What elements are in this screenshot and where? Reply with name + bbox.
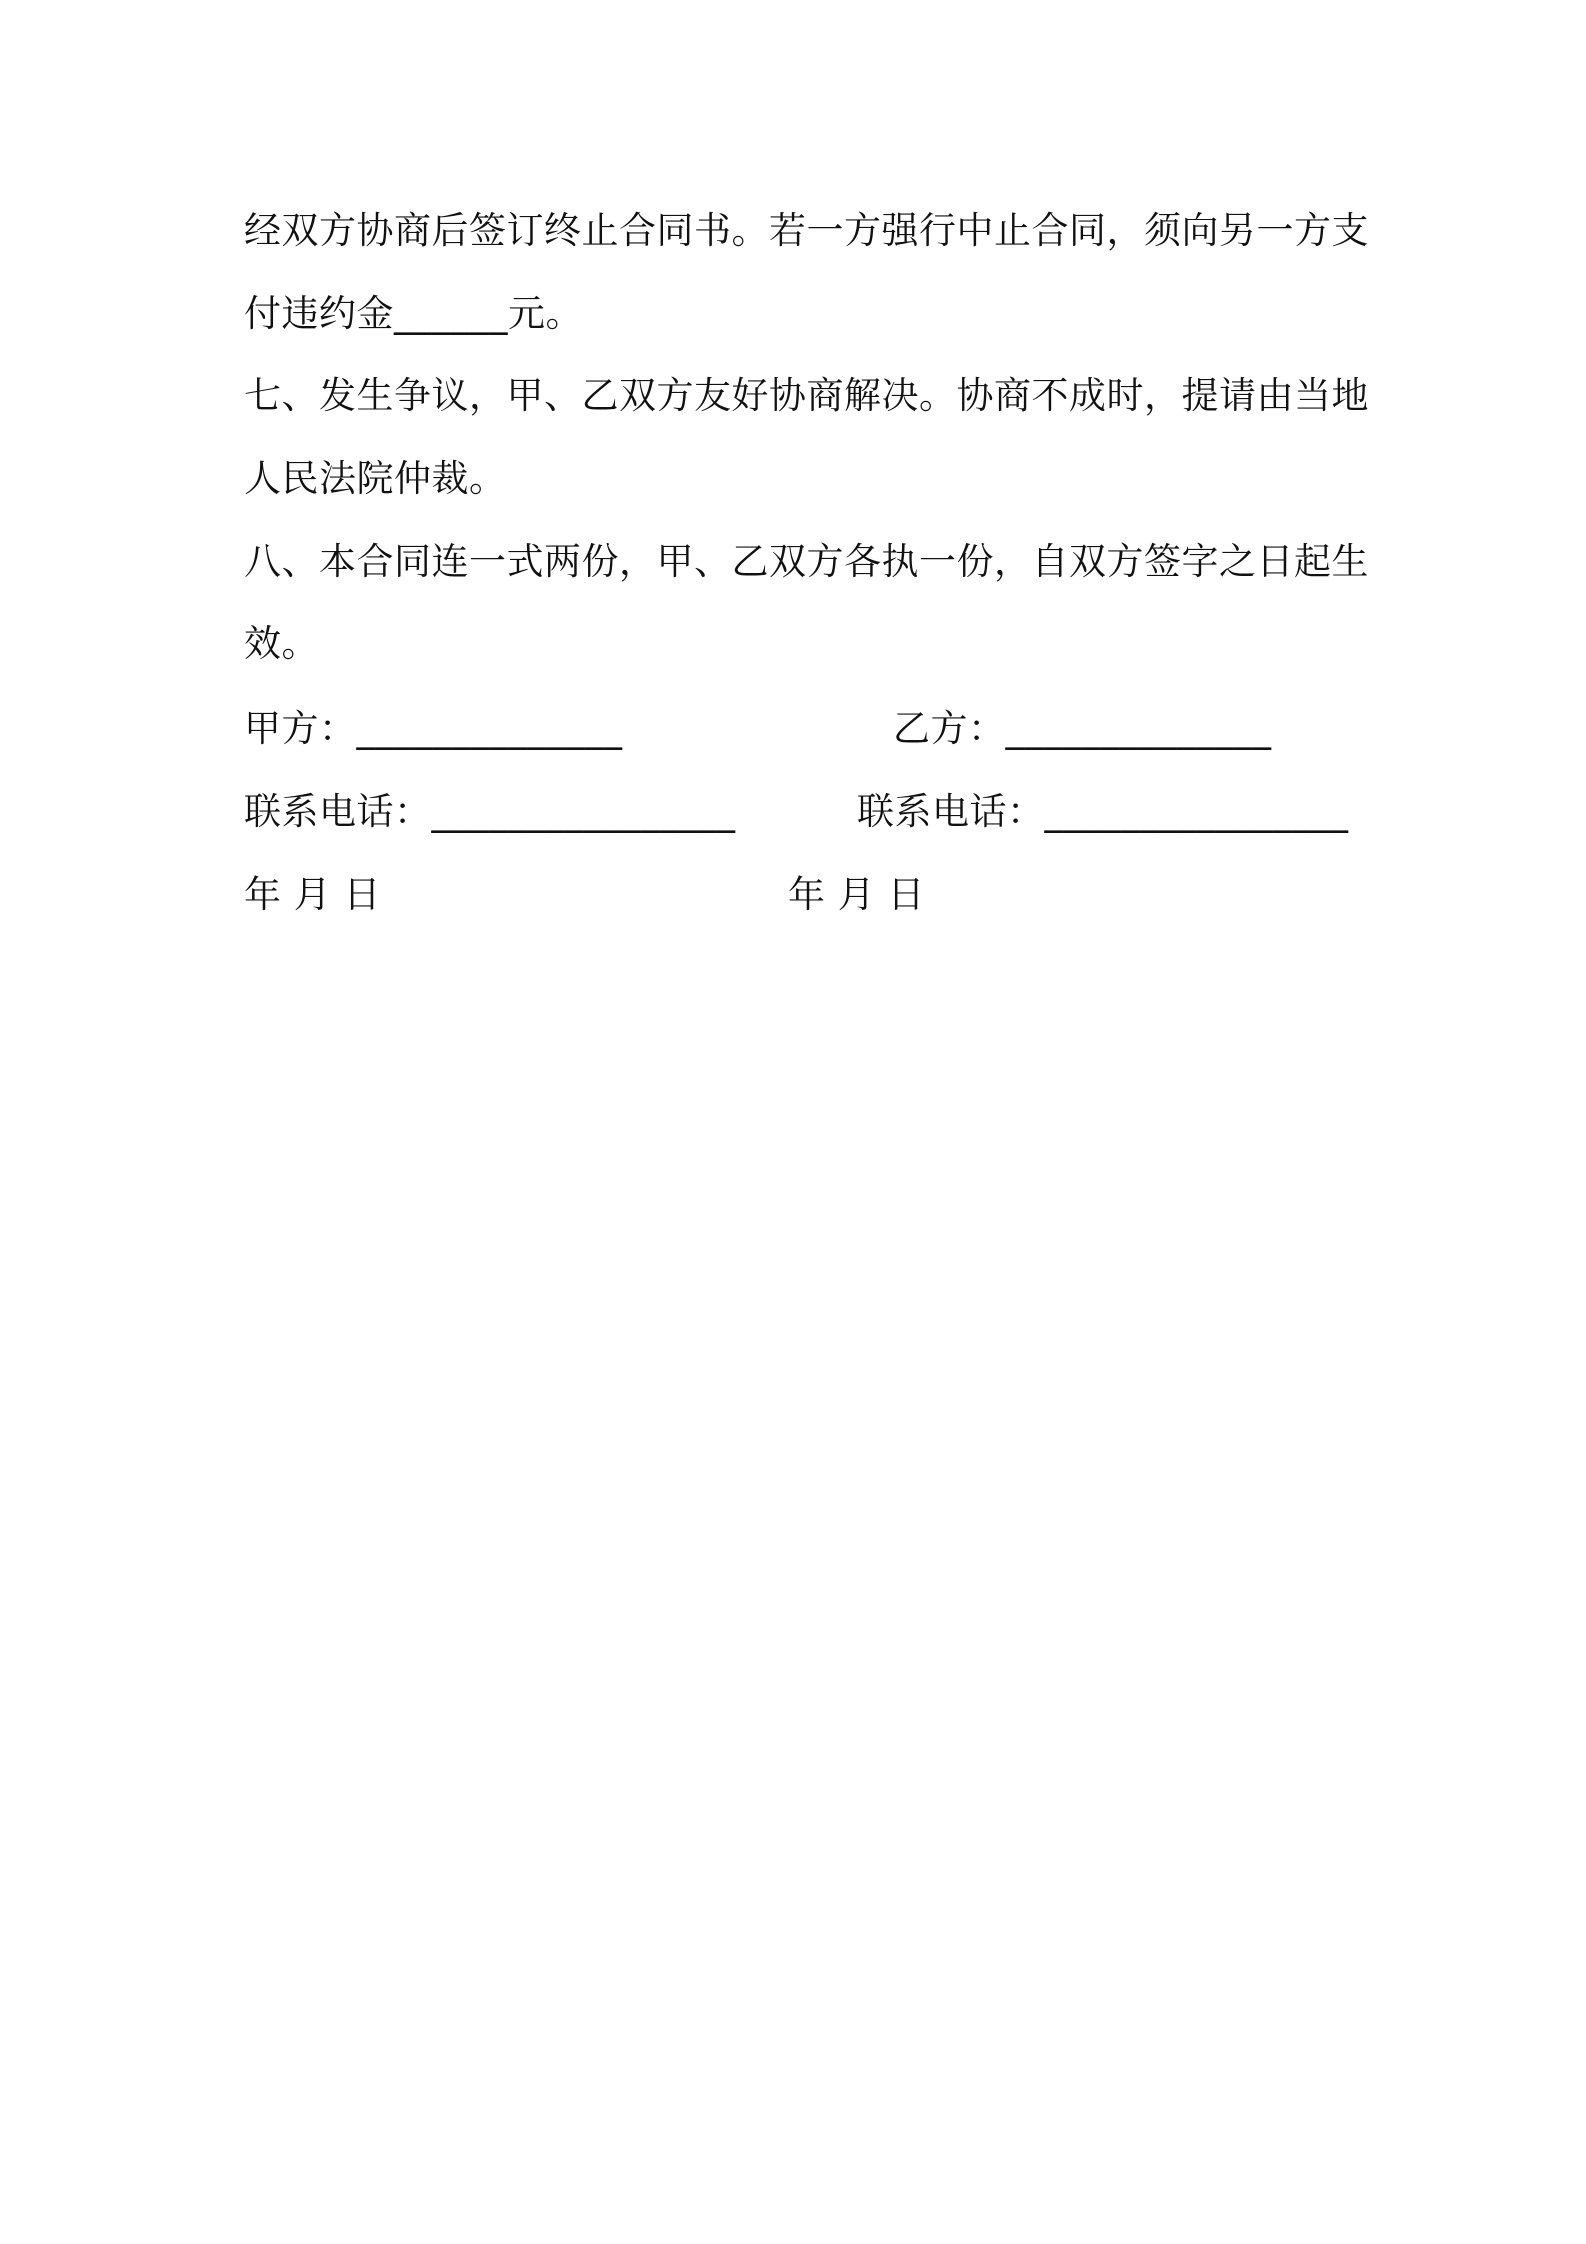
- party-a-date-line: 年 月 日: [244, 873, 382, 916]
- clause-termination-line-1: 经双方协商后签订终止合同书。若一方强行中止合同，须向另一方支: [244, 209, 1369, 252]
- clause-seven-line-1: 七、发生争议，甲、乙双方友好协商解决。协商不成时，提请由当地: [244, 374, 1369, 417]
- clause-termination-line-2: 付违约金______元。: [244, 292, 583, 335]
- party-b-signature-line: 乙方：______________: [893, 707, 1272, 750]
- party-a-phone-line: 联系电话：________________: [244, 790, 736, 833]
- party-b-phone-line: 联系电话：________________: [857, 790, 1349, 833]
- party-b-date-line: 年 月 日: [788, 873, 926, 916]
- party-a-signature-line: 甲方：______________: [244, 707, 623, 750]
- clause-eight-line-1: 八、本合同连一式两份，甲、乙双方各执一份，自双方签字之日起生: [244, 540, 1369, 583]
- clause-eight-line-2: 效。: [244, 622, 319, 665]
- clause-seven-line-2: 人民法院仲裁。: [244, 457, 507, 500]
